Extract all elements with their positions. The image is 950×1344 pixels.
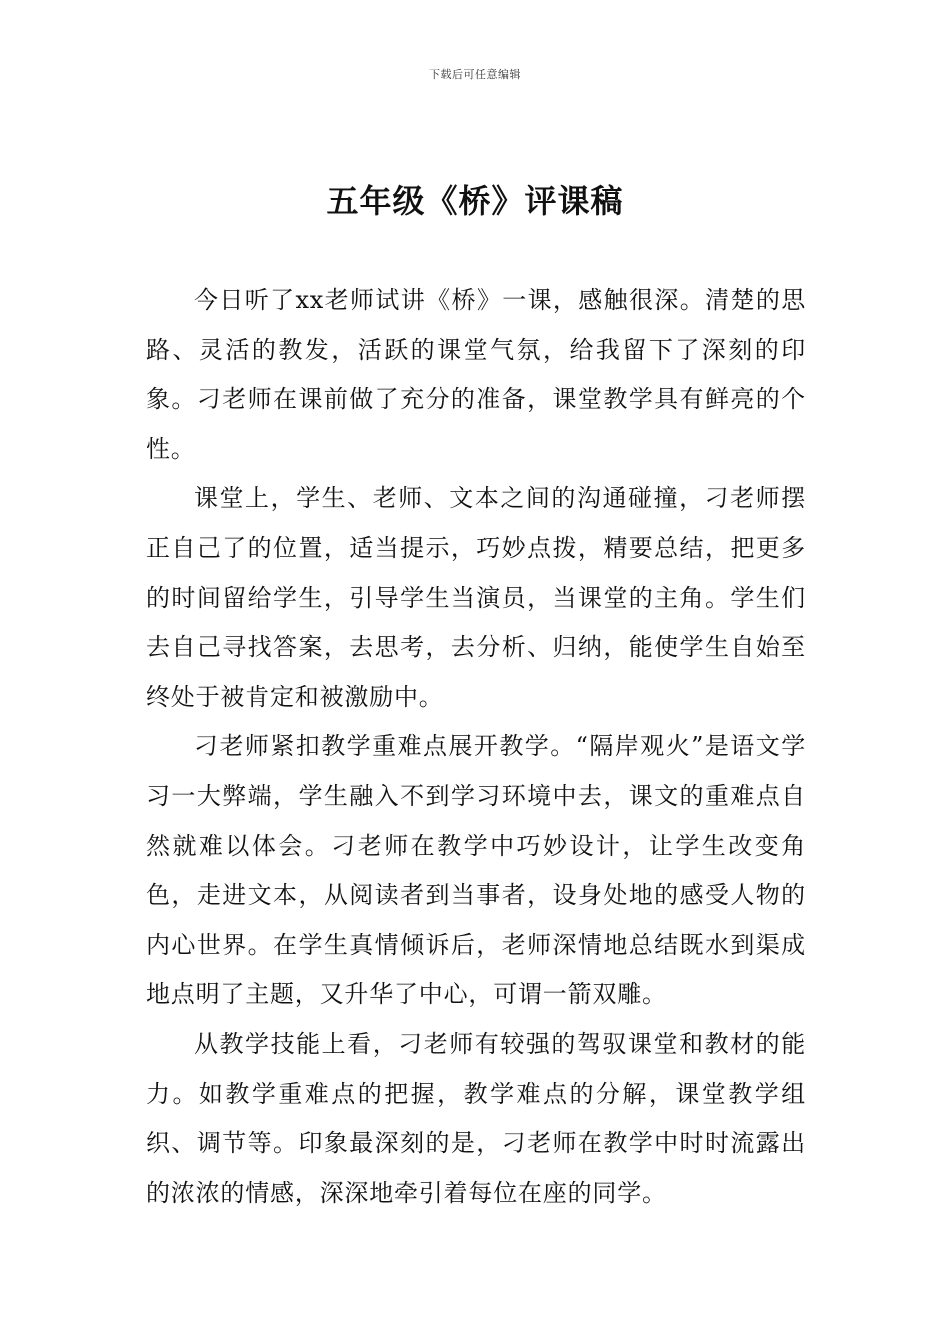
header-note: 下载后可任意编辑 — [429, 68, 521, 81]
document-title: 五年级《桥》评课稿 — [326, 182, 624, 220]
paragraph: 课堂上，学生、老师、文本之间的沟通碰撞，刁老师摆正自己了的位置，适当提示，巧妙点拨，精要总结，把更多的时间留给学生，引导学生当演员，当课堂的主角。学生们去自己寻找答案，去思考，去分析、归纳，能使学生自始至终处于被肯定和被激励中。 — [146, 484, 806, 711]
paragraph: 今日听了xx老师试讲《桥》一课，感触很深。清楚的思路、灵活的教发，活跃的课堂气氛，给我留下了深刻的印象。刁老师在课前做了充分的准备，课堂教学具有鲜亮的个性。 — [146, 286, 806, 463]
paragraph: 从教学技能上看，刁老师有较强的驾驭课堂和教材的能力。如教学重难点的把握，教学难点的分解，课堂教学组织、调节等。印象最深刻的是，刁老师在教学中时时流露出的浓浓的情感，深深地牵引着每位在座的同学。 — [146, 1029, 806, 1207]
paragraph: 刁老师紧扣教学重难点展开教学。“隔岸观火”是语文学习一大弊端，学生融入不到学习环境中去，课文的重难点自然就难以体会。刁老师在教学中巧妙设计，让学生改变角色，走进文本，从阅读者到当事者，设身处地的感受人物的内心世界。在学生真情倾诉后，老师深情地总结既水到渠成地点明了主题，又升华了中心，可谓一箭双雕。 — [146, 732, 806, 1009]
document-body — [146, 276, 806, 1218]
